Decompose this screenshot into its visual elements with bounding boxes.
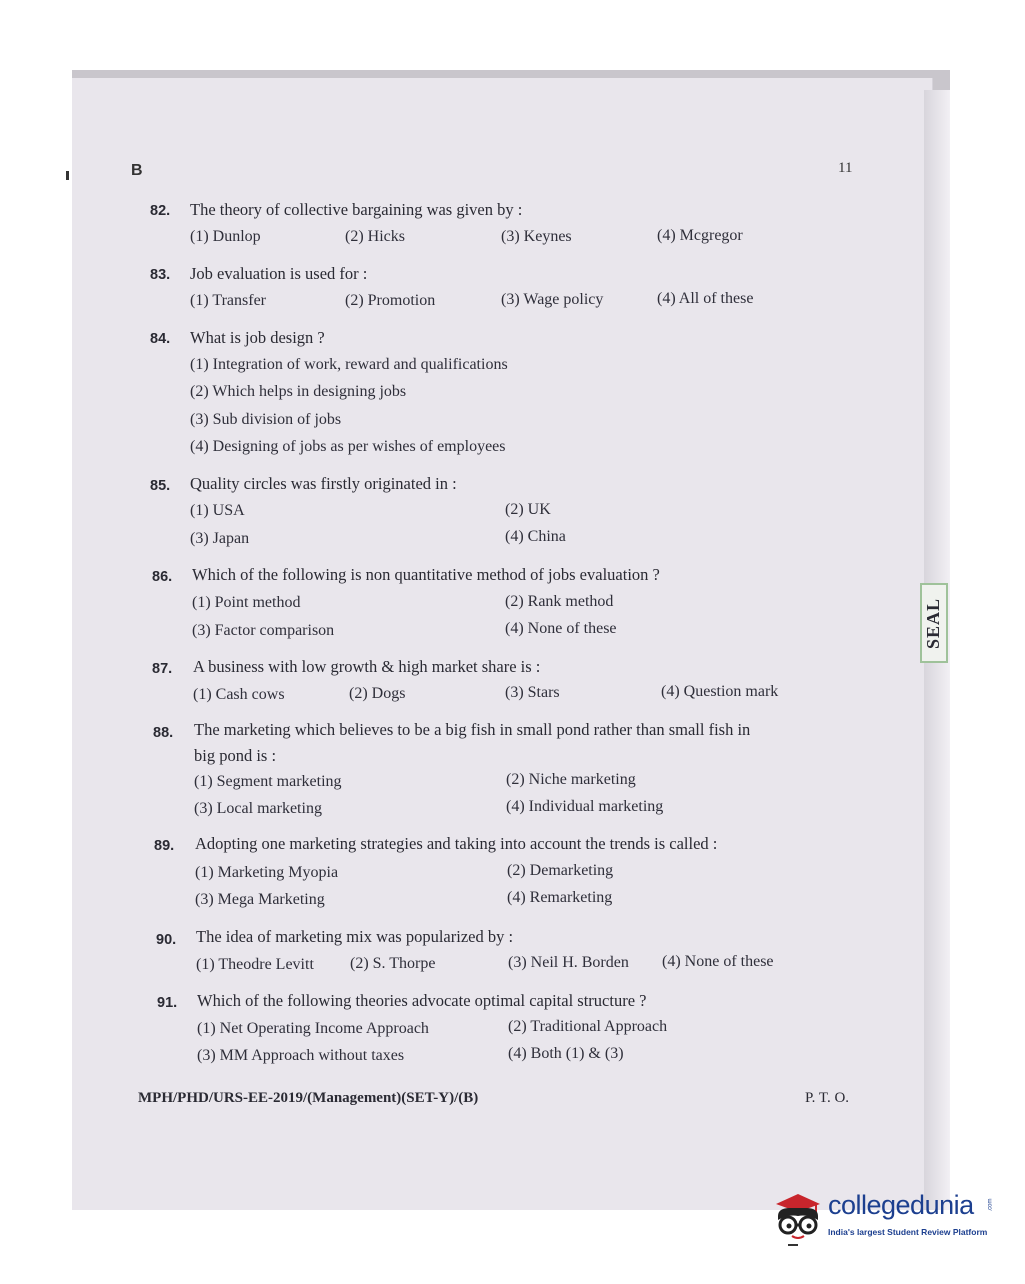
option: (1) USA xyxy=(190,502,245,519)
option: (1) Net Operating Income Approach xyxy=(197,1020,429,1037)
option: (3) Neil H. Borden xyxy=(508,954,629,971)
option: (2) Dogs xyxy=(349,685,406,702)
option: (2) Rank method xyxy=(505,593,614,610)
question-text: Which of the following is non quantitative method of jobs evaluation ? xyxy=(192,565,660,584)
option: (4) None of these xyxy=(505,620,617,637)
question-text: The theory of collective bargaining was given by : xyxy=(190,200,523,219)
seal-stamp xyxy=(920,583,948,663)
option: (3) Mega Marketing xyxy=(195,891,325,908)
option: (3) Local marketing xyxy=(194,800,322,817)
pto-label: P. T. O. xyxy=(805,1090,850,1106)
option: (3) Stars xyxy=(505,684,560,701)
option: (4) Designing of jobs as per wishes of employees xyxy=(190,438,506,455)
option: (4) All of these xyxy=(657,290,754,307)
option: (3) Sub division of jobs xyxy=(190,411,342,428)
exam-sheet xyxy=(72,78,933,1210)
option: (2) Which helps in designing jobs xyxy=(190,383,407,400)
option: (3) Keynes xyxy=(501,228,572,245)
option: (1) Point method xyxy=(192,594,301,611)
margin-mark xyxy=(66,171,69,180)
option: (1) Marketing Myopia xyxy=(195,864,339,881)
paper-code: MPH/PHD/URS-EE-2019/(Management)(SET-Y)/(B) xyxy=(138,1090,479,1106)
option: (2) Hicks xyxy=(345,228,405,245)
option: (1) Dunlop xyxy=(190,228,261,245)
option: (4) Both (1) & (3) xyxy=(508,1045,624,1062)
question-number: 91. xyxy=(157,995,178,1011)
option: (1) Theodre Levitt xyxy=(196,956,314,973)
page-number: 11 xyxy=(838,160,853,176)
question-text: What is job design ? xyxy=(190,328,325,347)
graduate-face-icon xyxy=(768,1192,826,1242)
option: (1) Segment marketing xyxy=(194,773,342,790)
question-text: The marketing which believes to be a big fish in small pond rather than small fish in xyxy=(194,720,751,739)
question-text: The idea of marketing mix was popularized by : xyxy=(196,927,514,946)
option: (4) China xyxy=(505,528,566,545)
option: (1) Transfer xyxy=(190,292,266,309)
question-number: 82. xyxy=(150,203,171,219)
set-label: B xyxy=(131,162,143,179)
question-text: Which of the following theories advocate optimal capital structure ? xyxy=(197,991,647,1010)
option: (3) Factor comparison xyxy=(192,622,335,639)
option: (2) UK xyxy=(505,501,551,518)
brand-tld: .com xyxy=(987,1198,994,1212)
question-text: Adopting one marketing strategies and taking into account the trends is called : xyxy=(195,834,718,853)
option: (3) Japan xyxy=(190,530,250,547)
option: (2) Demarketing xyxy=(507,862,614,879)
question-text: Quality circles was firstly originated in : xyxy=(190,474,457,493)
option: (4) Mcgregor xyxy=(657,227,743,244)
question-number: 90. xyxy=(156,932,177,948)
option: (1) Cash cows xyxy=(193,686,285,703)
question-text: Job evaluation is used for : xyxy=(190,264,368,283)
option: (3) MM Approach without taxes xyxy=(197,1047,405,1064)
question-number: 87. xyxy=(152,661,173,677)
question-text: A business with low growth & high market share is : xyxy=(193,657,541,676)
question-number: 85. xyxy=(150,478,171,494)
question-number: 83. xyxy=(150,267,171,283)
collegedunia-watermark xyxy=(768,1182,998,1252)
question-text: big pond is : xyxy=(194,746,277,765)
brand-tagline: India's largest Student Review Platform xyxy=(828,1227,988,1237)
option: (4) Individual marketing xyxy=(506,798,664,815)
option: (2) Traditional Approach xyxy=(508,1018,668,1035)
question-number: 89. xyxy=(154,838,175,854)
question-number: 88. xyxy=(153,725,174,741)
option: (1) Integration of work, reward and qualifications xyxy=(190,356,508,373)
option: (2) Niche marketing xyxy=(506,771,636,788)
option: (2) Promotion xyxy=(345,292,436,309)
option: (4) None of these xyxy=(662,953,774,970)
question-number: 84. xyxy=(150,331,171,347)
seal-label: SEAL xyxy=(923,597,944,649)
option: (4) Question mark xyxy=(661,683,779,700)
option: (4) Remarketing xyxy=(507,889,613,906)
option: (2) S. Thorpe xyxy=(350,955,436,972)
scan-mark xyxy=(788,1244,798,1246)
option: (3) Wage policy xyxy=(501,291,604,308)
brand-name: collegedunia xyxy=(828,1190,974,1220)
question-number: 86. xyxy=(152,569,173,585)
